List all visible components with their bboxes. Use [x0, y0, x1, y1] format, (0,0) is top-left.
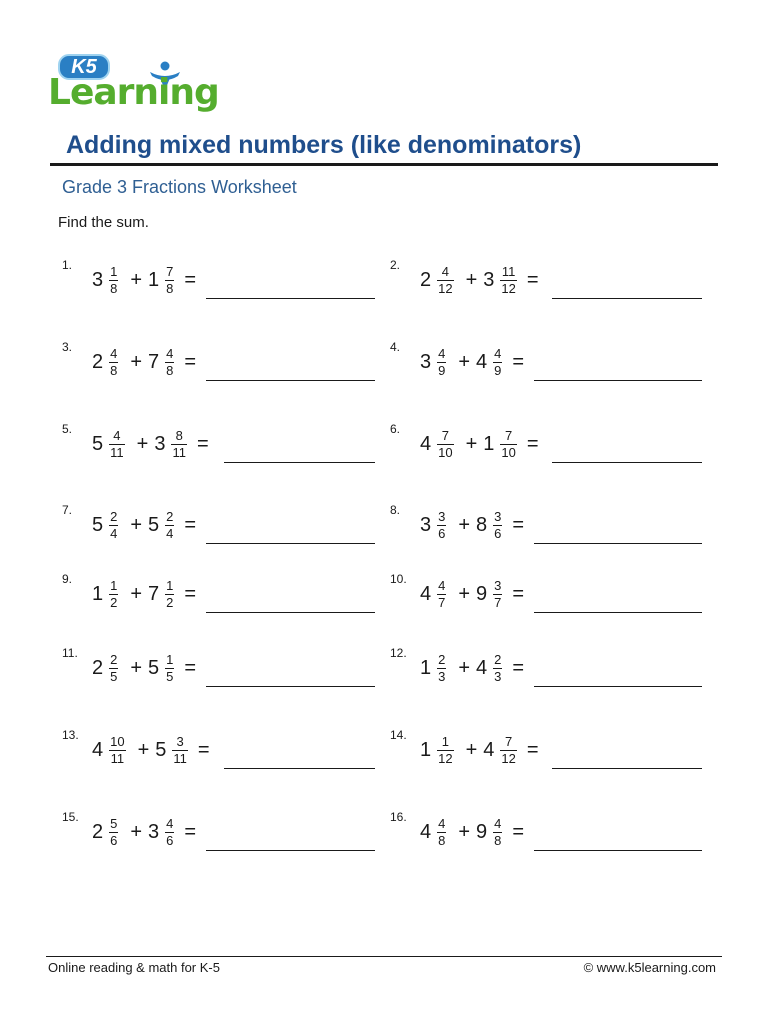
mixed-number-expression — [92, 340, 196, 384]
footer-website: © www.k5learning.com — [583, 960, 716, 975]
mixed-number-expression — [420, 728, 539, 772]
numerator: 1 — [166, 577, 174, 593]
problem-5 — [62, 422, 392, 472]
addend-2-fraction — [493, 347, 502, 378]
equals-sign: = — [184, 350, 197, 373]
equals-sign: = — [526, 268, 539, 291]
numerator: 4 — [113, 427, 121, 443]
denominator: 11 — [172, 444, 186, 460]
denominator: 7 — [494, 594, 502, 610]
problem-number: 3. — [62, 340, 73, 354]
denominator: 3 — [438, 668, 446, 684]
denominator: 5 — [110, 668, 118, 684]
problem-2 — [390, 258, 720, 308]
answer-blank[interactable] — [534, 543, 702, 544]
plus-sign: + — [465, 432, 478, 455]
addend-2-whole: 5 — [148, 513, 160, 536]
addend-2-whole: 5 — [155, 738, 167, 761]
denominator: 2 — [110, 594, 118, 610]
answer-blank[interactable] — [534, 686, 702, 687]
problem-number: 5. — [62, 422, 73, 436]
answer-blank[interactable] — [224, 768, 375, 769]
denominator: 11 — [110, 750, 125, 766]
plus-sign: + — [130, 350, 143, 373]
addend-1-fraction — [437, 735, 453, 766]
denominator: 12 — [438, 750, 453, 766]
problem-9 — [62, 572, 392, 622]
problem-number: 6. — [390, 422, 401, 436]
numerator: 3 — [494, 508, 502, 524]
equals-sign: = — [184, 268, 197, 291]
mixed-number-expression — [92, 422, 209, 466]
footer-tagline: Online reading & math for K-5 — [48, 960, 220, 975]
numerator: 4 — [166, 345, 174, 361]
addend-1-fraction — [437, 429, 453, 460]
problem-number: 7. — [62, 503, 73, 517]
addend-1-fraction — [437, 510, 446, 541]
problem-11 — [62, 646, 392, 696]
equals-sign: = — [512, 656, 525, 679]
mixed-number-expression — [92, 572, 196, 616]
addend-2-whole: 4 — [483, 738, 495, 761]
mixed-number-expression — [420, 572, 524, 616]
denominator: 6 — [110, 832, 118, 848]
answer-blank[interactable] — [552, 768, 702, 769]
answer-blank[interactable] — [206, 543, 375, 544]
denominator: 5 — [166, 668, 174, 684]
problem-10 — [390, 572, 720, 622]
numerator: 5 — [110, 815, 118, 831]
title-divider — [50, 163, 718, 166]
numerator: 4 — [438, 815, 446, 831]
equals-sign: = — [526, 432, 539, 455]
answer-blank[interactable] — [224, 462, 375, 463]
plus-sign: + — [136, 432, 149, 455]
plus-sign: + — [130, 268, 143, 291]
addend-2-fraction — [500, 735, 516, 766]
problem-number: 1. — [62, 258, 73, 272]
denominator: 7 — [438, 594, 446, 610]
numerator: 4 — [494, 815, 502, 831]
numerator: 3 — [494, 577, 502, 593]
equals-sign: = — [184, 820, 197, 843]
addend-2-whole: 4 — [476, 656, 488, 679]
addend-1-whole: 3 — [420, 350, 432, 373]
addend-2-fraction — [165, 265, 174, 296]
addend-2-fraction — [500, 429, 516, 460]
equals-sign: = — [184, 513, 197, 536]
numerator: 8 — [175, 427, 183, 443]
mixed-number-expression — [92, 646, 196, 690]
addend-1-whole: 5 — [92, 432, 104, 455]
addend-1-fraction — [437, 579, 446, 610]
equals-sign: = — [184, 656, 197, 679]
denominator: 8 — [166, 280, 174, 296]
addend-1-fraction — [109, 347, 118, 378]
mixed-number-expression — [420, 422, 539, 466]
problem-14 — [390, 728, 720, 778]
addend-1-whole: 3 — [92, 268, 104, 291]
problem-16 — [390, 810, 720, 860]
addend-2-fraction — [165, 579, 174, 610]
addend-2-whole: 5 — [148, 656, 160, 679]
problem-number: 16. — [390, 810, 407, 824]
addend-1-fraction — [437, 817, 446, 848]
numerator: 2 — [494, 651, 502, 667]
addend-1-whole: 4 — [420, 432, 432, 455]
plus-sign: + — [137, 738, 150, 761]
addend-2-whole: 7 — [148, 582, 160, 605]
numerator: 1 — [441, 733, 449, 749]
addend-2-whole: 4 — [476, 350, 488, 373]
addend-1-whole: 2 — [92, 656, 104, 679]
numerator: 1 — [110, 577, 118, 593]
numerator: 1 — [110, 263, 118, 279]
addend-1-fraction — [109, 817, 118, 848]
problem-number: 10. — [390, 572, 407, 586]
equals-sign: = — [512, 513, 525, 536]
worksheet-subtitle: Grade 3 Fractions Worksheet — [62, 177, 297, 197]
addend-1-fraction — [109, 653, 118, 684]
equals-sign: = — [512, 582, 525, 605]
logo-wordmark: Learning — [48, 72, 219, 113]
denominator: 6 — [166, 832, 174, 848]
mixed-number-expression — [420, 258, 539, 302]
numerator: 1 — [166, 651, 174, 667]
problem-8 — [390, 503, 720, 553]
plus-sign: + — [458, 582, 471, 605]
plus-sign: + — [465, 738, 478, 761]
addend-1-fraction — [109, 429, 125, 460]
plus-sign: + — [130, 656, 143, 679]
equals-sign: = — [526, 738, 539, 761]
addend-2-fraction — [493, 579, 502, 610]
plus-sign: + — [458, 820, 471, 843]
addend-1-fraction — [109, 579, 118, 610]
numerator: 4 — [438, 577, 446, 593]
addend-2-whole: 3 — [154, 432, 166, 455]
answer-blank[interactable] — [534, 612, 702, 613]
equals-sign: = — [512, 350, 525, 373]
addend-2-whole: 3 — [483, 268, 495, 291]
worksheet-title: Adding mixed numbers (like denominators) — [66, 131, 582, 159]
addend-2-fraction — [493, 653, 502, 684]
problem-12 — [390, 646, 720, 696]
numerator: 7 — [505, 427, 513, 443]
addend-1-whole: 4 — [420, 582, 432, 605]
numerator: 7 — [166, 263, 174, 279]
answer-blank[interactable] — [206, 612, 375, 613]
answer-blank[interactable] — [206, 850, 375, 851]
numerator: 3 — [176, 733, 184, 749]
denominator: 8 — [438, 832, 446, 848]
answer-blank[interactable] — [206, 686, 375, 687]
problem-number: 14. — [390, 728, 407, 742]
problem-13 — [62, 728, 392, 778]
addend-1-whole: 2 — [92, 350, 104, 373]
numerator: 2 — [438, 651, 446, 667]
numerator: 2 — [110, 651, 118, 667]
addend-1-fraction — [437, 347, 446, 378]
problem-4 — [390, 340, 720, 390]
addend-1-fraction — [109, 735, 125, 766]
addend-2-whole: 8 — [476, 513, 488, 536]
numerator: 7 — [505, 733, 513, 749]
plus-sign: + — [130, 582, 143, 605]
addend-2-fraction — [171, 429, 187, 460]
problem-number: 8. — [390, 503, 401, 517]
numerator: 11 — [501, 263, 516, 279]
denominator: 10 — [501, 444, 516, 460]
denominator: 6 — [494, 525, 502, 541]
addend-2-fraction — [493, 510, 502, 541]
mixed-number-expression — [420, 503, 524, 547]
numerator: 4 — [166, 815, 174, 831]
numerator: 10 — [110, 733, 125, 749]
answer-blank[interactable] — [534, 380, 702, 381]
problem-number: 9. — [62, 572, 73, 586]
problem-6 — [390, 422, 720, 472]
problem-number: 4. — [390, 340, 401, 354]
problem-number: 13. — [62, 728, 79, 742]
addend-2-whole: 9 — [476, 820, 488, 843]
denominator: 2 — [166, 594, 174, 610]
addend-1-whole: 1 — [420, 656, 432, 679]
mixed-number-expression — [420, 646, 524, 690]
problem-number: 15. — [62, 810, 79, 824]
addend-1-fraction — [437, 653, 446, 684]
addend-1-whole: 2 — [420, 268, 432, 291]
numerator: 4 — [110, 345, 118, 361]
denominator: 4 — [110, 525, 118, 541]
addend-1-whole: 4 — [92, 738, 104, 761]
addend-1-fraction — [437, 265, 453, 296]
answer-blank[interactable] — [534, 850, 702, 851]
footer-divider — [46, 956, 722, 957]
denominator: 12 — [438, 280, 453, 296]
denominator: 10 — [438, 444, 453, 460]
denominator: 9 — [438, 362, 446, 378]
addend-2-fraction — [493, 817, 502, 848]
addend-1-whole: 1 — [92, 582, 104, 605]
denominator: 11 — [173, 750, 187, 766]
addend-2-fraction — [500, 265, 516, 296]
numerator: 4 — [441, 263, 449, 279]
numerator: 2 — [110, 508, 118, 524]
addend-2-fraction — [165, 510, 174, 541]
addend-1-whole: 5 — [92, 513, 104, 536]
numerator: 4 — [494, 345, 502, 361]
denominator: 9 — [494, 362, 502, 378]
plus-sign: + — [465, 268, 478, 291]
equals-sign: = — [197, 738, 210, 761]
addend-2-fraction — [165, 653, 174, 684]
equals-sign: = — [184, 582, 197, 605]
k5-learning-logo — [46, 48, 219, 114]
addend-2-fraction — [165, 817, 174, 848]
answer-blank[interactable] — [552, 462, 702, 463]
denominator: 3 — [494, 668, 502, 684]
k5-badge-text: K5 — [71, 56, 97, 78]
addend-1-whole: 2 — [92, 820, 104, 843]
mixed-number-expression — [92, 728, 210, 772]
addend-2-whole: 1 — [148, 268, 160, 291]
answer-blank[interactable] — [552, 298, 702, 299]
mixed-number-expression — [420, 340, 524, 384]
addend-2-whole: 9 — [476, 582, 488, 605]
addend-2-whole: 7 — [148, 350, 160, 373]
problem-1 — [62, 258, 392, 308]
plus-sign: + — [458, 513, 471, 536]
numerator: 7 — [441, 427, 449, 443]
numerator: 4 — [438, 345, 446, 361]
denominator: 8 — [110, 280, 118, 296]
numerator: 3 — [438, 508, 446, 524]
plus-sign: + — [130, 820, 143, 843]
answer-blank[interactable] — [206, 298, 375, 299]
addend-2-whole: 3 — [148, 820, 160, 843]
denominator: 4 — [166, 525, 174, 541]
denominator: 11 — [110, 444, 124, 460]
denominator: 8 — [166, 362, 174, 378]
addend-2-fraction — [165, 347, 174, 378]
denominator: 6 — [438, 525, 446, 541]
mixed-number-expression — [92, 810, 196, 854]
problem-7 — [62, 503, 392, 553]
problem-number: 2. — [390, 258, 401, 272]
mixed-number-expression — [92, 258, 196, 302]
problem-number: 12. — [390, 646, 407, 660]
denominator: 8 — [494, 832, 502, 848]
numerator: 2 — [166, 508, 174, 524]
addend-2-whole: 1 — [483, 432, 495, 455]
mixed-number-expression — [420, 810, 524, 854]
addend-1-fraction — [109, 510, 118, 541]
equals-sign: = — [196, 432, 209, 455]
answer-blank[interactable] — [206, 380, 375, 381]
addend-2-fraction — [172, 735, 188, 766]
problem-number: 11. — [62, 646, 78, 660]
problem-3 — [62, 340, 392, 390]
plus-sign: + — [130, 513, 143, 536]
equals-sign: = — [512, 820, 525, 843]
denominator: 12 — [501, 750, 516, 766]
addend-1-whole: 3 — [420, 513, 432, 536]
denominator: 12 — [501, 280, 516, 296]
instructions: Find the sum. — [58, 214, 149, 231]
addend-1-whole: 1 — [420, 738, 432, 761]
plus-sign: + — [458, 656, 471, 679]
problem-15 — [62, 810, 392, 860]
plus-sign: + — [458, 350, 471, 373]
denominator: 8 — [110, 362, 118, 378]
addend-1-fraction — [109, 265, 118, 296]
mixed-number-expression — [92, 503, 196, 547]
addend-1-whole: 4 — [420, 820, 432, 843]
